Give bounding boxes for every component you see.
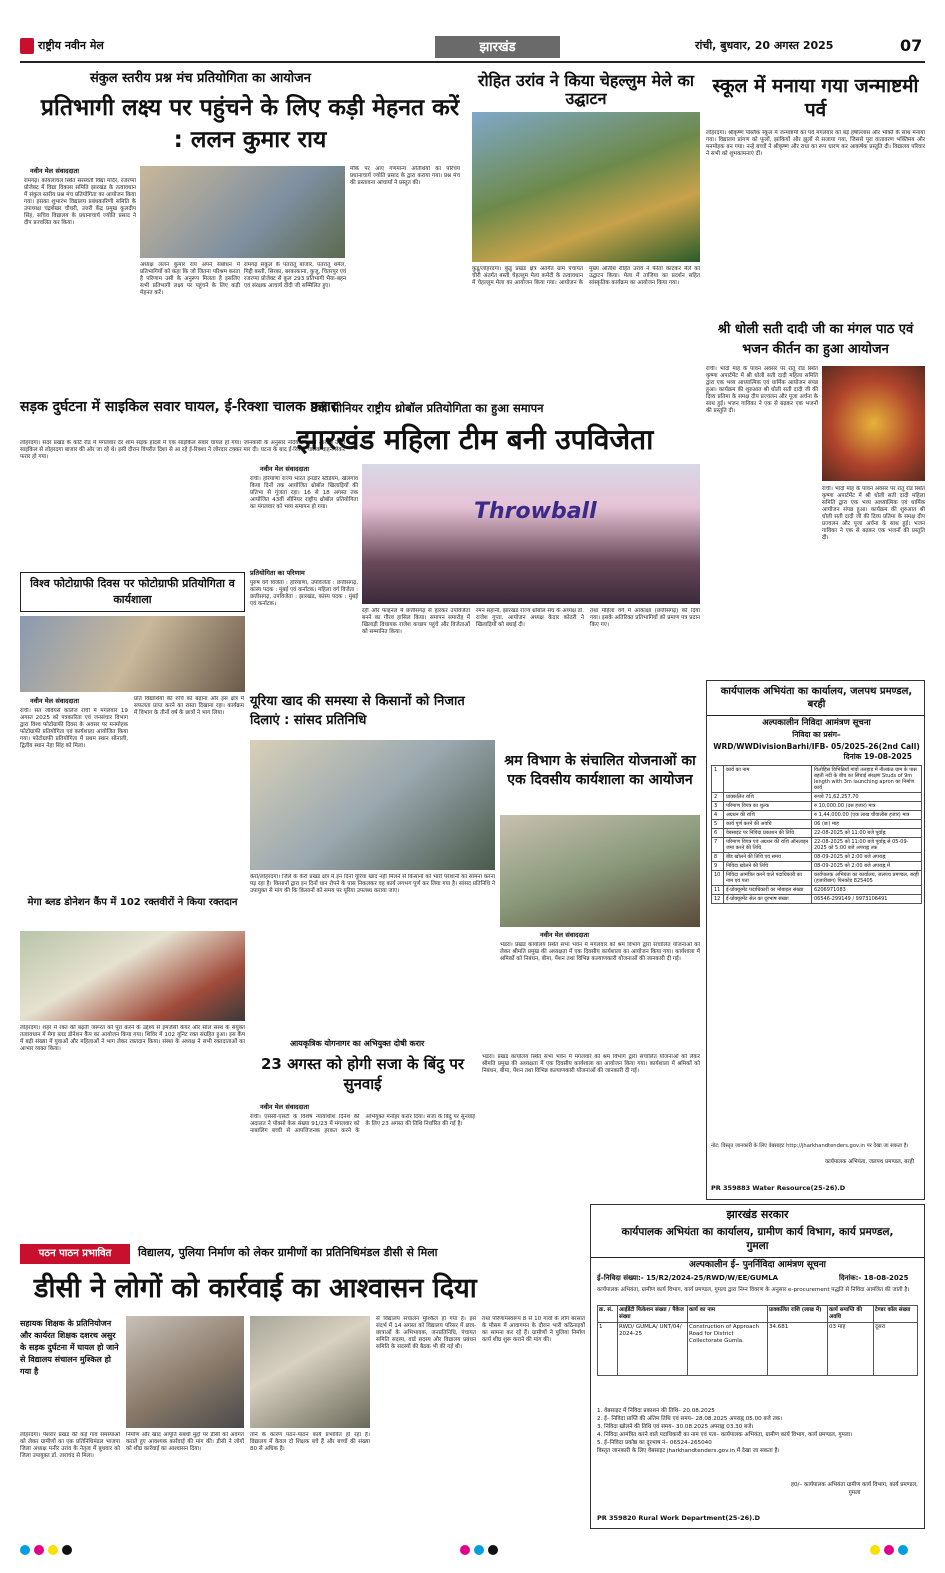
story1-photo <box>140 166 345 258</box>
story4-headline: श्री धोली सती दादी जी का मंगल पाठ एवं भजन कीर्तन का हुआ आयोजन <box>717 322 914 357</box>
ad1-office: कार्यपालक अभियंता का कार्यालय, जलपथ प्रमण्डल, बरही <box>720 686 913 710</box>
story1-text-b: अध्यक्ष ललन कुमार राय अपने संबोधन में प्रतिभागियों को कहा कि जो जितना परिश्रम करता है परिणाम उसी के अनुरूप मिलता है इसलिए सभी प्रतिभागी लक्ष्य पर पहुंचने के लिए कड़ी मेहनत करें। <box>140 262 240 296</box>
ad1-row-no: 5 <box>712 820 724 828</box>
story10-text-cont: भंडरा। प्रखंड कार्यालय स्थित सभा भवन में मंगलवार को श्रम विभाग द्वारा संचालित योजनाओं को लेकर श्रीमति प्रमुख की अध्यक्षता में एक दिवसीय कार्यशाला का आयोजन किया गया। कार्यशाला में श्रमिकों को निबंधन, बीमा, पेंशन तथा विभिन्न कल्याणकारी योजनाओं की जानकारी दी गई। <box>482 1054 700 1074</box>
reg-mark-cyan <box>20 1545 30 1555</box>
story7-text: रांची। संत जेवियर्स कॉलेज रांची में मंगलवार 19 अगस्त 2025 को पत्रकारिता एवं जनसंचार विभाग द्वारा विश्व फोटोग्राफी दिवस के अवसर पर मनमोहक फोटोग्राफी प्रतियोगिता एवं कार्यशाला आयोजित किया गया। फोटोग्राफी प्रतियोगिता में प्रथम स्थान सोनाली, द्वितीय स्थान नेहा सिंह को मिला। <box>20 708 128 749</box>
story4-text-cont: रांची। भादो माह के पावन अवसर पर रातू रोड स्थित कृष्णा अपार्टमेंट में श्री धोली सती दादी महिला समिति द्वारा एक भव्य आध्यात्मिक एवं धार्मिक आयोजन संपन्न हुआ। कार्यक्रम की शुरुआत श्री धोली सती दादी जी की दिव्य प्रतिमा के समक्ष दीप प्रज्वलन और पूजा अर्चना के साथ हुई। भजन गायिका ने एक से बढ़कर एक भजनों की प्रस्तुति दी। <box>822 486 925 541</box>
ad1-table-row <box>712 886 921 895</box>
reg-mark-yellow <box>48 1545 58 1555</box>
story10-text: भंडरा। प्रखंड कार्यालय स्थित सभा भवन में मंगलवार को श्रम विभाग द्वारा संचालित योजनाओं को लेकर श्रीमति प्रमुख की अध्यक्षता में एक दिवसीय कार्यशाला का आयोजन किया गया। कार्यशाला में श्रमिकों को निबंधन, बीमा, पेंशन तथा विभिन्न कल्याणकारी योजनाओं की जानकारी दी गई। <box>500 942 700 962</box>
story-shram-vibhag <box>500 690 700 1035</box>
ad1-divider <box>707 715 924 716</box>
tender-notice-barhi <box>706 680 925 1200</box>
story10-photo <box>500 815 700 927</box>
ad2-ref: ई–निविदा संख्या:- 15/R2/2024-25/RWD/W/EE/GUMLA <box>597 1274 779 1282</box>
story1-byline: नवीन मेल संवाददाता <box>30 167 79 175</box>
ad2-col-id: आईडेंटी फिकेशन संख्या / पैकेज संख्या <box>618 1306 688 1322</box>
ad2-col-name: कार्य का नाम <box>688 1306 768 1322</box>
page-header <box>20 34 925 64</box>
ad1-row-label: ई-प्रोक्यूरमेंट सेल का दूरभाष संख्या <box>724 895 812 903</box>
ad1-table-row <box>712 838 921 853</box>
ad2-office: कार्यपालक अभियंता का कार्यालय, ग्रामीण कार्य विभाग, कार्य प्रमण्डल, गुमला <box>621 1226 894 1252</box>
story3-headline: स्कूल में मनाया गया जन्माष्टमी पर्व <box>712 75 919 121</box>
bottom-text-e: तथा परिणामस्वरूप 8 से 10 गांवों के लोग बरसात के मौसम में आवागमन के दौरान भारी कठिनाइयों का सामना कर रहे हैं। ग्रामीणों ने पुलिया निर्माण कार्य शीघ्र शुरू कराने की मांग की। <box>482 1316 585 1343</box>
story-janmashtami <box>706 70 925 315</box>
ad2-notes <box>597 1407 918 1455</box>
ad2-table <box>597 1305 918 1376</box>
ad1-row-label: ई-प्रोक्यूरमेंट पदाधिकारी का मोबाइल संख्या <box>724 886 812 894</box>
story7-headline: विश्व फोटोग्राफी दिवस पर फोटोग्राफी प्रतियोगिता व कार्यशाला <box>30 577 235 606</box>
ad1-row-value: विलोहिस विभिन्नियाँ गांवों तलहाड़ में नीलकंठ ग्राम के पास बहती नदी के बीच का सिंचाई संरक्षण Studs of 9m length with 3m launching apron का निर्माण कार्य <box>814 767 917 791</box>
story-prashna-manch <box>20 70 465 390</box>
story11-kicker: आयकृत्रिक योगनागर का अभियुक्त दोषी करार <box>290 1039 425 1048</box>
story8-headline: मेगा ब्लड डोनेशन कैंप में 102 रक्तवीरों ने किया रक्तदान <box>27 897 238 908</box>
bottom-text-b: निर्माण और खाद आपूर्ति संबंधी मुद्दों पर डीसी को अवगत कराते हुए आवश्यक कार्रवाई की मांग की। डीसी ने लोगों को शीघ्र कार्रवाई का आश्वासन दिया। <box>126 1432 244 1452</box>
ad1-row-label: निविदा आमंत्रित करने वाले पदाधिकारी का नाम एवं पता <box>724 871 812 885</box>
story6-photo <box>362 464 700 604</box>
ad2-col-cost: प्राक्कलित राशि (लाख में) <box>768 1306 828 1322</box>
ad1-table-row <box>712 802 921 811</box>
reg-mark-right-1 <box>870 1545 880 1555</box>
bottom-text-d: से विद्यालय संचालन मुश्किल हो गया है। इस संदर्भ में 14 अगस्त को विद्यालय परिसर में छात्र-छात्राओं के अभिभावक, जनप्रतिनिधि, पंचायत समिति सदस्य, वार्ड सदस्य और विद्यालय प्रबंधन समिति के सदस्यों की बैठक भी की गई थी। <box>376 1316 476 1350</box>
story1-text-a: रामगढ़। कोयलांचल स्थित सरस्वती विद्या मंदिर, रजरप्पा प्रोजेक्ट में विद्या विकास समिति झारखंड के तत्वावधान में संकुल स्तरीय प्रश्न मंच प्रतियोगिता का आयोजन किया गया। इसका शुभारंभ विद्यालय प्रबंधकारिणी समिति के उपाध्यक्ष चंद्रशेखर चौधरी, उत्तरी केंद्र प्रमुख कुलदीप सिंह, सचिव विद्यालय के प्रधानाचार्य ज्योति प्रसाद ने दीप प्रज्वलित कर किया। <box>24 178 136 226</box>
ad1-row-value: 08-09-2025 को 2:00 बजे अपराह्न में <box>814 863 891 869</box>
paper-logo-mark <box>20 38 34 54</box>
ad1-row-no: 8 <box>712 853 724 861</box>
story9-text: केरो/लोहरदगा। जिले के केरो प्रखंड क्षेत्र में इन दिनों यूरिया खाद नहीं मिलने से किसानों को भारी परेशानी का सामना करना पड़ रहा है। किसानों द्वारा इन दिनों धान रोपने के पास निकलकर वह कार्य लगभग पूर्ण कर लिया गया है। सांसद प्रतिनिधि ने उपायुक्त से मांग की कि किसानों को समय पर यूरिया उपलब्ध कराया जाए। <box>250 874 495 894</box>
ad1-table-row <box>712 829 921 838</box>
ad2-note: 1. वेबसाइट में निविदा प्रकाशन की तिथि– 20.08.2025 <box>597 1408 715 1414</box>
bottom-badge-text: पठन पाठन प्रभावित <box>38 1248 112 1259</box>
ad2-row-call: दूसरा <box>875 1324 886 1330</box>
story-dc-aashwasan <box>20 1244 585 1524</box>
ad1-row-label: अग्रधन की राशि <box>724 811 812 819</box>
story1-text-d: मौके पर आए गणमान्य अतिथियों का परिचय प्रधानाचार्य ज्योति प्रसाद के द्वारा कराया गया। प्रश्न मंच की प्रस्तावना आचार्या ने प्रस्तुत की। <box>350 166 460 186</box>
story3-text: लोहरदगा। श्रीकृष्ण पब्लिक स्कूल में जन्माष्टमी का पर्व मंगलवार को बड़े हर्षोल्लास और भक्ति के साथ मनाया गया। विद्यालय प्रांगण को फूलों, झांकियों और झूलों से सजाया गया, जिससे पूरा वातावरण भक्तिमय और मनमोहक बन गया। नन्हे बच्चों ने श्रीकृष्ण और राधा का रूप धारण कर आकर्षक प्रस्तुति दी। विद्यालय परिवार ने सभी को शुभकामनाएं दीं। <box>706 130 925 157</box>
ad1-row-no: 2 <box>712 793 724 801</box>
story1-kicker: संकुल स्तरीय प्रश्न मंच प्रतियोगिता का आयोजन <box>90 71 311 86</box>
ad1-table-row <box>712 862 921 871</box>
reg-mark-center-3 <box>488 1545 498 1555</box>
ad1-row-label: वेबसाइट पर निविदा प्रकाशन की तिथि <box>724 829 812 837</box>
ad1-row-label: परिमाण विपत्र एवं अग्रधन की राशि ऑनलाइन जमा करने की तिथि <box>724 838 812 852</box>
bottom-badge <box>20 1244 130 1264</box>
ad2-row-time: 03 माह <box>828 1323 874 1375</box>
reg-mark-right-2 <box>884 1545 894 1555</box>
reg-mark-center-1 <box>460 1545 470 1555</box>
ad2-divider <box>591 1257 924 1258</box>
ad1-row-label: निविदा खोलने की तिथि <box>724 862 812 870</box>
ad1-row-value: 06 (छः) माह <box>814 821 839 827</box>
section-label <box>435 36 560 58</box>
story-blood-donation <box>20 895 245 1240</box>
ad2-note: 2. ई– निविदा प्राप्ति की अंतिम तिथि एवं समय– 28.08.2025 अपराह्न 05.00 बजे तक। <box>597 1416 783 1422</box>
bottom-photo-1 <box>126 1316 244 1428</box>
ad1-title: अल्पकालीन निविदा आमंत्रण सूचना <box>762 718 871 728</box>
ad1-row-label: परिमाण विपत्र का शुल्क <box>724 802 812 810</box>
ad1-row-no: 11 <box>712 886 724 894</box>
bottom-photo-2 <box>250 1316 370 1428</box>
ad1-row-label: कार्य का नाम <box>724 766 812 792</box>
ad1-row-value: 06546-299149 / 9973106491 <box>814 896 888 902</box>
story11-byline: नवीन मेल संवाददाता <box>260 1103 309 1111</box>
registration-strip <box>20 1540 925 1560</box>
ad1-row-value: 08-09-2025 को 2:00 बजे अपराह्न <box>814 854 886 860</box>
reg-mark-right-3 <box>898 1545 908 1555</box>
tender-notice-gumla <box>590 1204 925 1529</box>
story6-text-b: पुरुष वर्ग विजेता : हरियाणा, उपविजेता : छत्तीसगढ़, कांस्य पदक : मुंबई एवं कर्नाटक। महिला वर्ग विजेता : छत्तीसगढ़, उपविजेता : झारखंड, कांस्य पदक : मुंबई एवं कर्नाटक। <box>250 580 358 607</box>
bottom-kicker: विद्यालय, पुलिया निर्माण को लेकर ग्रामीणों का प्रतिनिधिमंडल डीसी से मिला <box>138 1246 438 1259</box>
story8-photo <box>20 931 245 1021</box>
ad2-date: दिनांक:- 18-08-2025 <box>839 1274 909 1282</box>
ad1-table <box>711 765 922 904</box>
throwball-banner: Throwball <box>474 499 597 524</box>
header-rule <box>20 61 925 63</box>
ad2-col-call: टेण्डर कॉल संख्या <box>875 1307 911 1313</box>
ad2-note: 4. निविदा आमंत्रित करने वाले पदाधिकारी का नाम एवं पता– कार्यपालक अभियंता, ग्रामीण कार्य विभाग, कार्य प्रमण्डल, गुमला। <box>597 1432 853 1438</box>
ad2-row-no: 1 <box>598 1323 618 1375</box>
story2-photo <box>472 112 700 262</box>
ad1-pr-number: PR 359883 Water Resource(25-26).D <box>711 1184 846 1192</box>
story2-text: कुडू/लोहरदगा। कुडू प्रखंड क्षेत्र अंतर्गत ग्राम पंचायत चीरी अंतर्गत बस्ती चेहल्लुम मेला कमेटी के तत्वावधान में चेहल्लुम मेला का आयोजन किया गया। आयोजन के मुख्य अतिथि रोहित उरांव ने फीता काटकर मेले का उद्घाटन किया। मेला में ताजिया का प्रदर्शन सहित सांस्कृतिक कार्यक्रम का आयोजन किया गया। <box>472 266 700 286</box>
ad2-row-cost: 34.681 <box>768 1323 828 1375</box>
story6-text-e: तथा महिला वर्ग में आकांक्षा (छत्तीसगढ़) को दिया गया। इसके अतिरिक्त प्रतिभागियों को प्रमाण पत्र प्रदान किए गए। <box>590 608 700 628</box>
ad1-row-value: कार्यपालक अभियंता का कार्यालय, जलपथ प्रमण्डल, बरही (हजारीबाग) पिनकोड 825405 <box>814 872 919 884</box>
ad2-note: 5. ई–निविदा प्रकोष्ठ का दूरभाष नं– 06524–265040 <box>597 1440 712 1446</box>
ad1-row-label: बीड खोलने की तिथि एवं समय <box>724 853 812 861</box>
bottom-text-a: लोहरदगा। पेशरार प्रखंड की कई गांव समस्याओं को लेकर ग्रामीणों का एक प्रतिनिधिमंडल भाजपा जिला अध्यक्ष मनीर उरांव के नेतृत्व में बुधवार को जिला उपायुक्त डॉ. ताराचंद से मिला। <box>20 1432 120 1459</box>
ad2-pr-number: PR 359820 Rural Work Department(25-26).D <box>597 1514 761 1522</box>
story5-headline: सड़क दुर्घटना में साइकिल सवार घायल, ई-रिक्शा चालक फरार <box>20 399 337 415</box>
ad1-row-no: 6 <box>712 829 724 837</box>
story1-text-c: रामगढ़ संकुल के पतरातू बाजार, पतरातू थर्मल, गिद्दी बस्ती, सिरका, बरकाकाना, कुजू, चितरपुर एवं रजरप्पा प्रोजेक्ट से कुल 293 प्रतिभागी भैया-बहन एवं संरक्षक आचार्य दीदी जी सम्मिलित हुए। <box>244 262 346 289</box>
ad1-row-value: रु 10,000.00 (दस हजार) मात्र <box>814 803 876 809</box>
ad1-row-label: प्राक्कलित राशि <box>724 793 812 801</box>
ad1-row-label: कार्य पूर्ण करने की अवधि <box>724 820 812 828</box>
ad1-footnote: नोट: विस्तृत जानकारी के लिए वेबसाइट http://jharkhandtenders.gov.in पर देखा जा सकता है। <box>711 1143 909 1149</box>
story9-headline: यूरिया खाद की समस्या से किसानों को निजात दिलाएं : सांसद प्रतिनिधि <box>250 694 465 728</box>
ad1-row-value: रूपये 71,62,257.70 <box>814 794 859 800</box>
story7-byline: नवीन मेल संवाददाता <box>30 697 79 705</box>
ad2-col-time: कार्य समाप्ति की अवधि <box>828 1306 874 1322</box>
story-urea <box>250 690 495 1035</box>
ad2-title: अल्पकालीन ई– पुनर्निविदा आमंत्रण सूचना <box>688 1260 827 1270</box>
ad1-row-value: 22-08-2025 को 11:00 बजे पूर्वाह्न <box>814 830 886 836</box>
story10-byline: नवीन मेल संवाददाता <box>540 931 589 939</box>
dateline: रांची, बुधवार, 20 अगस्त 2025 <box>695 39 834 52</box>
story6-text-d: रमन सहानी, झारखंड राज्य थ्रोबॉल संघ के अध्यक्ष डॉ. राजेश गुप्ता, आयोजन अध्यक्ष केदार कोठरी ने खिलाड़ियों को बधाई दी। <box>476 608 584 628</box>
ad1-signature: कार्यपालक अभियंता, जलपथ प्रमण्डल, बरही <box>825 1159 914 1165</box>
bottom-headline: डीसी ने लोगों को कार्रवाई का आश्वासन दिया <box>34 1273 477 1304</box>
story8-text: लोहरदगा। शहर में रक्त की बढ़ती जरूरत को पूरा करने के उद्देश्य से इमर्जेंसी केयर और सोल संस्थ के संयुक्त तत्वावधान में मेगा ब्लड डोनेशन कैंप का आयोजन किया गया। शिविर में 102 यूनिट रक्त संग्रहित हुआ। इस कैंप में बड़ी संख्या में युवाओं और महिलाओं ने भाग लेकर रक्तदान किया। संस्था के अध्यक्ष ने सभी रक्तदाताओं का आभार व्यक्त किया। <box>20 1025 245 1052</box>
ad1-table-row <box>712 793 921 802</box>
ad1-row-value: 22-08-2025 को 11:00 बजे पूर्वाह्न से 05-09-2025 को 5:00 बजे अपराह्न तक <box>814 839 909 851</box>
reg-mark-magenta <box>34 1545 44 1555</box>
ad1-table-row <box>712 811 921 820</box>
reg-mark-center-2 <box>474 1545 484 1555</box>
story2-headline: रोहित उरांव ने किया चेहल्लुम मेले का उद्घाटन <box>477 71 695 108</box>
ad1-row-no: 10 <box>712 871 724 885</box>
story5-text: लोहरदगा। सदर प्रखंड के कोर्ट रोड में मंगलवार देर शाम सड़क हादसे में एक साइकिल सवार घायल हो गया। जानकारी के अनुसार नदिया निवासी आशीष उरांव साइकिल से लोहरदगा बाजार की ओर जा रहे थे। इसी दौरान विपरीत दिशा से आ रहे ई-रिक्शा ने जोरदार टक्कर मार दी। घटना के बाद ई-रिक्शा चालक वाहन लेकर फरार हो गया। <box>20 440 345 460</box>
ad1-table-row <box>712 766 921 793</box>
ad1-row-no: 3 <box>712 802 724 810</box>
story6-headline: झारखंड महिला टीम बनी उपविजेता <box>296 423 654 456</box>
ad2-gov: झारखंड सरकार <box>726 1208 789 1221</box>
ad2-row-id: RWD/ GUMLA/ UNT/04/ 2024-25 <box>618 1323 688 1375</box>
ad1-date: दिनांक 19-08-2025 <box>843 752 912 761</box>
ad1-row-no: 12 <box>712 895 724 903</box>
ad2-signature: ह0/– कार्यपालक अभियंता ग्रामीण कार्य विभाग, कार्य प्रमण्डल, गुमला <box>791 1482 918 1496</box>
bottom-bullet: सहायक शिक्षक के प्रतिनियोजन और कार्यरत शिक्षक दशरथ असुर के सड़क दुर्घटना में घायल हो जाने से विद्यालय संचालन मुश्किल हो गया है <box>20 1319 119 1376</box>
section-label-text: झारखंड <box>479 40 516 55</box>
story10-headline: श्रम विभाग के संचालित योजनाओं का एक दिवसीय कार्यशाला का आयोजन <box>504 753 696 788</box>
ad1-row-value: 6206971083 <box>814 887 846 893</box>
ad1-table-row <box>712 820 921 829</box>
ad1-table-row <box>712 895 921 904</box>
ad1-row-no: 4 <box>712 811 724 819</box>
ad1-row-no: 7 <box>712 838 724 852</box>
ad1-subtitle: निविदा का प्रसंग– <box>792 730 841 739</box>
page-number: 07 <box>900 36 923 55</box>
story6-kicker: 8वीं सीनियर राष्ट्रीय थ्रोबॉल प्रतियोगिता का हुआ समापन <box>310 401 544 415</box>
story7-photo <box>20 616 245 692</box>
ad1-row-no: 9 <box>712 862 724 870</box>
story6-byline: नवीन मेल संवाददाता <box>260 465 309 473</box>
story-chehallum-mela <box>472 70 700 390</box>
story6-subhead: प्रतियोगिता का परिणाम <box>250 569 305 577</box>
ad2-note: विस्तृत जानकारी के लिए वेबसाइट jharkhandtenders.gov.in में देखा जा सकता है। <box>597 1448 780 1454</box>
story6-text-a: रांची। हरियाणा राज्य भारत इनडोर स्टेडियम, खेलगांव किया दिनों तक आयोजित थ्रोबॉल खिलाड़ियों की प्रतिभा से गूंजता रहा। 16 से 18 अगस्त तक आयोजित 43वीं सीनियर राष्ट्रीय थ्रोबॉल प्रतियोगिता का मंगलवार को भव्य समापन हो गया। <box>250 476 358 510</box>
ad1-table-row <box>712 853 921 862</box>
story9-photo <box>250 740 495 870</box>
ad2-intro: कार्यपालक अभियंता, ग्रामीण कार्य विभाग, कार्य प्रमण्डल, गुमला द्वारा निम्न विवरण के अनुसार e-procurement पद्धति से निविदा आमंत्रित की जाती है। <box>597 1287 910 1293</box>
reg-mark-black <box>62 1545 72 1555</box>
story11-text: रांची। एससी-एसटी के विशेष न्यायाधीश दिनेश की अदालत ने पोक्सो केस संख्या 91/23 में मंगलवार को नाबालिग बच्ची से आपत्तिजनक हरकत करने के अभियुक्त मनोहर करार दिया। सजा के बिंदु पर सुनवाई के लिए 23 अगस्त की तिथि निर्धारित की गई है। <box>250 1114 475 1134</box>
story1-headline: प्रतिभागी लक्ष्य पर पहुंचने के लिए कड़ी मेहनत करें : ललन कुमार राय <box>40 95 460 153</box>
story-dholi-sati <box>706 318 925 678</box>
paper-name: राष्ट्रीय नवीन मेल <box>38 39 104 52</box>
ad1-table-row <box>712 871 921 886</box>
ad1-row-value: रु 1,44,000.00 (एक लाख चौवालीस हजार) मात्र <box>814 812 910 818</box>
story7-text-b: प्रति विद्यार्थियों की रुचि को बढ़ाना और इस क्षेत्र में सफलता प्राप्त करने का रास्ता दिखाना रहा। कार्यक्रम में विभाग के तीनों वर्ष के छात्रों ने भाग लिया। <box>134 696 244 716</box>
story6-text-c: रही और फाइनल में छत्तीसगढ़ से हारकर उपविजेता बनने का गौरव हासिल किया। समापन समारोह में खिलाड़ी विधायक राजेश कच्छप पहुंचे और विजेताओं को सम्मानित किया। <box>362 608 470 635</box>
ad2-col-no: क्र. सं. <box>598 1306 618 1322</box>
ad1-ref: WRD/WWDivisionBarhi/IFB- 05/2025-26(2nd Call) <box>713 742 920 751</box>
story4-photo <box>822 366 925 481</box>
ad2-row-name: Construction of Approach Road for District Collectorate Gumla. <box>688 1323 768 1375</box>
story-photography-day <box>20 572 245 872</box>
ad1-row-no: 1 <box>712 766 724 792</box>
ad2-note: 3. निविदा खोलने की तिथि एवं समय– 30.08.2025 अपराह्न 03.30 बजे। <box>597 1424 754 1430</box>
story4-text: रांची। भादो माह के पावन अवसर पर रातू रोड स्थित कृष्णा अपार्टमेंट में श्री धोली सती दादी महिला समिति द्वारा एक भव्य आध्यात्मिक एवं धार्मिक आयोजन संपन्न हुआ। कार्यक्रम की शुरुआत श्री धोली सती दादी जी की दिव्य प्रतिमा के समक्ष दीप प्रज्वलन और पूजा अर्चना के साथ हुई। भजन गायिका ने एक से बढ़कर एक भजनों की प्रस्तुति दी। <box>706 366 818 414</box>
story-throwball <box>250 400 700 685</box>
bottom-text-c: तोने के कारण पठन-पाठन कार्य प्रभावित हो रहा है। विद्यालय में केवल दो शिक्षक बचे हैं और बच्चों की संख्या 80 से अधिक है। <box>250 1432 370 1452</box>
story11-headline: 23 अगस्त को होगी सजा के बिंदु पर सुनवाई <box>260 1055 465 1093</box>
